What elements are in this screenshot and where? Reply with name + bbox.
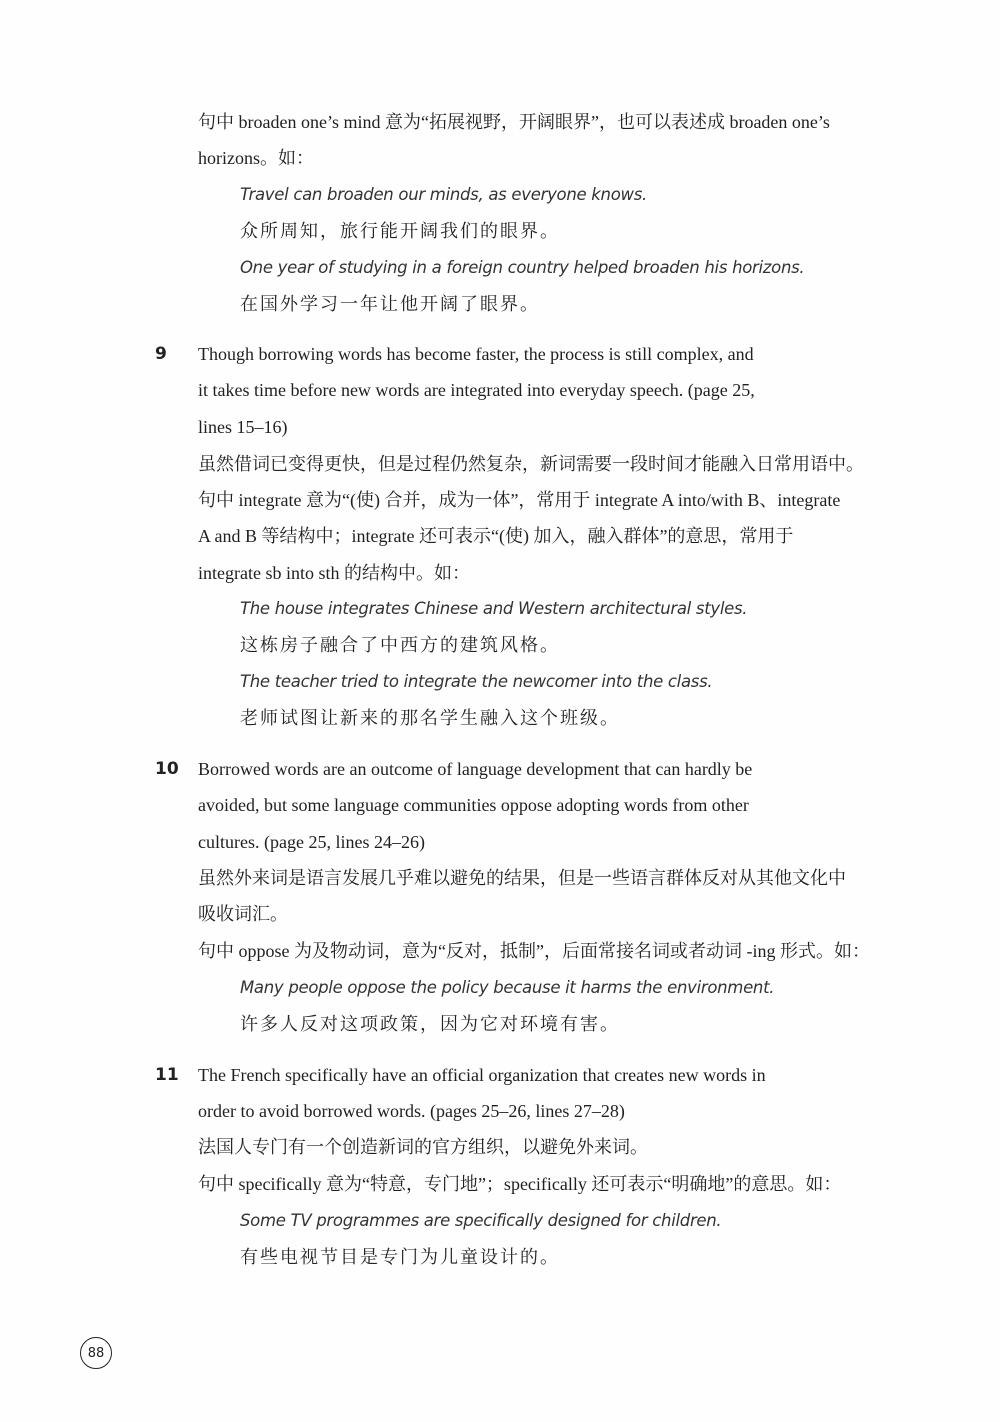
item-line: 虽然借词已变得更快，但是过程仍然复杂，新词需要一段时间才能融入日常用语中。 bbox=[198, 454, 864, 474]
item-line: Though borrowing words has become faster, the process is still complex, and bbox=[198, 344, 754, 364]
example-en: The teacher tried to integrate the newcomer into the class. bbox=[240, 672, 713, 691]
item-line: 句中 integrate 意为“(使) 合并，成为一体”，常用于 integrate A into/with B、integrate bbox=[198, 490, 841, 510]
item-line: Borrowed words are an outcome of language development that can hardly be bbox=[198, 759, 753, 779]
item-number: 11 bbox=[155, 1065, 179, 1085]
item-line: integrate sb into sth 的结构中。如： bbox=[198, 563, 470, 583]
example-zh: 老师试图让新来的那名学生融入这个班级。 bbox=[240, 708, 620, 729]
item-line: 句中 oppose 为及物动词，意为“反对，抵制”，后面常接名词或者动词 -ing 形式。如： bbox=[198, 941, 870, 961]
item-number: 10 bbox=[155, 759, 179, 779]
item-line: A and B 等结构中；integrate 还可表示“(使) 加入，融入群体”的意思，常用于 bbox=[198, 526, 794, 546]
example-zh: 众所周知，旅行能开阔我们的眼界。 bbox=[240, 221, 560, 242]
example-en: Travel can broaden our minds, as everyone knows. bbox=[240, 185, 647, 204]
item-line: The French specifically have an official organization that creates new words in bbox=[198, 1065, 766, 1085]
item-line: order to avoid borrowed words. (pages 25–26, lines 27–28) bbox=[198, 1101, 625, 1121]
example-zh: 许多人反对这项政策，因为它对环境有害。 bbox=[240, 1014, 620, 1035]
item-line: 句中 specifically 意为“特意，专门地”；specifically 还可表示“明确地”的意思。如： bbox=[198, 1174, 842, 1194]
item-line: 虽然外来词是语言发展几乎难以避免的结果，但是一些语言群体反对从其他文化中 bbox=[198, 868, 846, 888]
example-zh: 在国外学习一年让他开阔了眼界。 bbox=[240, 294, 540, 315]
item-number: 9 bbox=[155, 344, 167, 364]
item-line: cultures. (page 25, lines 24–26) bbox=[198, 832, 425, 852]
example-en: One year of studying in a foreign country helped broaden his horizons. bbox=[240, 258, 805, 277]
example-en: Many people oppose the policy because it harms the environment. bbox=[240, 978, 775, 997]
item-line: avoided, but some language communities oppose adopting words from other bbox=[198, 795, 749, 815]
item-line: it takes time before new words are integrated into everyday speech. (page 25, bbox=[198, 380, 755, 400]
example-en: The house integrates Chinese and Western architectural styles. bbox=[240, 599, 748, 618]
example-zh: 有些电视节目是专门为儿童设计的。 bbox=[240, 1247, 560, 1268]
item-line: 法国人专门有一个创造新词的官方组织，以避免外来词。 bbox=[198, 1137, 648, 1157]
intro-line-2: horizons。如： bbox=[198, 148, 314, 168]
example-zh: 这栋房子融合了中西方的建筑风格。 bbox=[240, 635, 560, 656]
item-line: 吸收词汇。 bbox=[198, 904, 288, 924]
intro-line-1: 句中 broaden one’s mind 意为“拓展视野，开阔眼界”，也可以表述成 broaden one’s bbox=[198, 112, 830, 132]
page-number: 88 bbox=[80, 1337, 112, 1369]
item-line: lines 15–16) bbox=[198, 417, 288, 437]
example-en: Some TV programmes are specifically designed for children. bbox=[240, 1211, 722, 1230]
